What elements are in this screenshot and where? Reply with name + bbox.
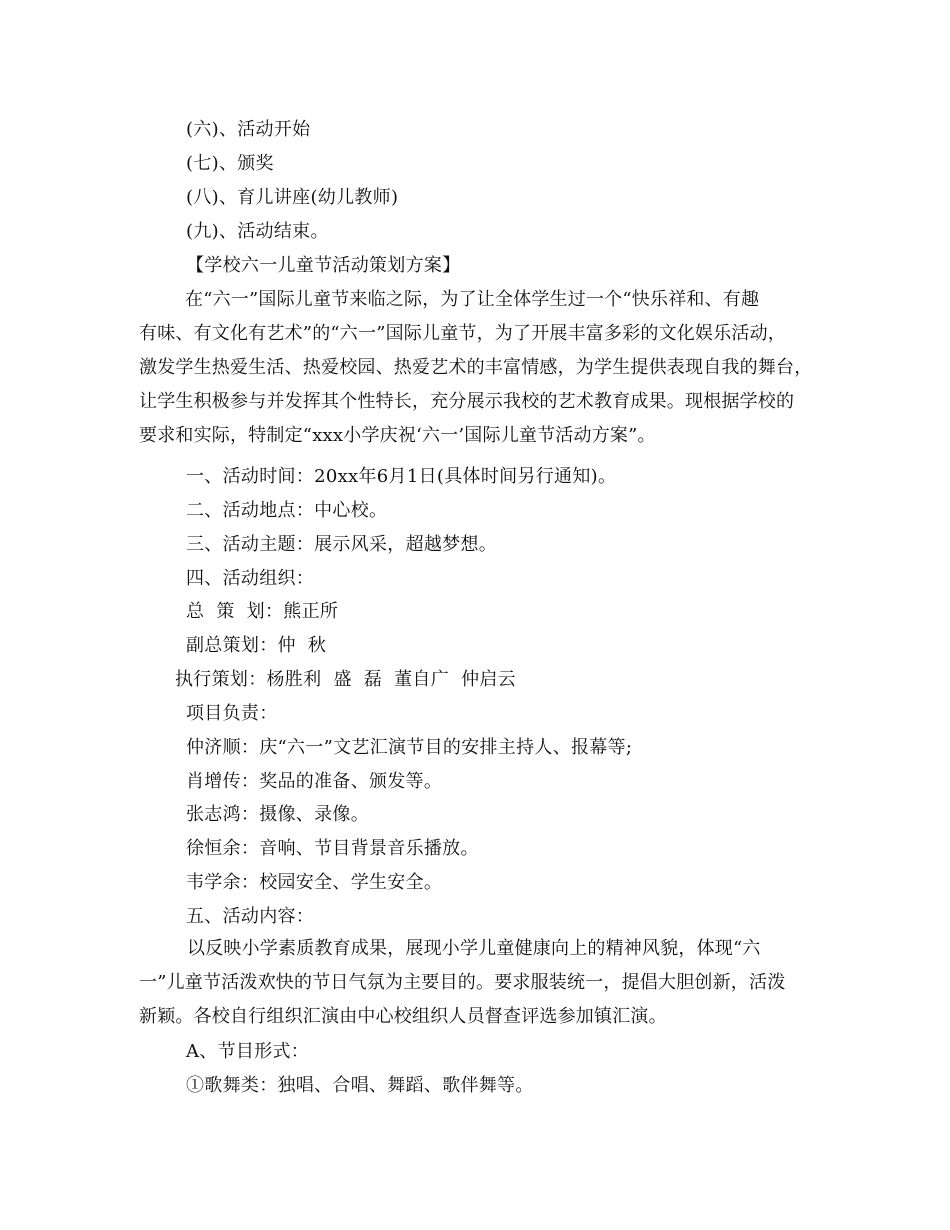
list-item-awards: (七)、颁奖	[186, 153, 274, 174]
activity-organization: 四、活动组织：	[186, 568, 315, 589]
list-item-parenting-lecture: (八)、育儿讲座(幼儿教师)	[186, 187, 399, 208]
executive-planners: 执行策划：杨胜利 盛 磊 董自广 仲启云	[175, 669, 516, 690]
intro-line: 要求和实际，特制定“xxx小学庆祝‘六一’国际儿童节活动方案”。	[139, 425, 656, 446]
program-form-label: A、节目形式：	[186, 1041, 310, 1062]
activity-content-label: 五、活动内容：	[186, 906, 315, 927]
intro-line: 在“六一”国际儿童节来临之际，为了让全体学生过一个“快乐祥和、有趣	[185, 289, 760, 310]
list-item-activity-start: (六)、活动开始	[186, 119, 311, 140]
intro-line: 让学生积极参与并发挥其个性特长，充分展示我校的艺术教育成果。现根据学校的	[139, 391, 795, 412]
content-paragraph	[139, 932, 815, 1034]
section-heading: 【学校六一儿童节活动策划方案】	[186, 255, 461, 276]
deputy-planner: 副总策划：仲 秋	[186, 635, 327, 656]
content-line: 新颖。各校自行组织汇演由中心校组织人员督查评选参加镇汇演。	[139, 1006, 667, 1027]
activity-theme: 三、活动主题：展示风采，超越梦想。	[186, 534, 498, 555]
program-form-item: ①歌舞类：独唱、合唱、舞蹈、歌伴舞等。	[186, 1075, 534, 1096]
project-lead-item: 徐恒余：音响、节目背景音乐播放。	[186, 838, 479, 859]
intro-paragraph	[139, 283, 815, 453]
activity-time: 一、活动时间：20xx年6月1日(具体时间另行通知)。	[186, 466, 617, 487]
project-lead-item: 仲济顺：庆“六一”文艺汇演节目的安排主持人、报幕等;	[186, 737, 633, 758]
chief-planner: 总 策 划：熊正所	[186, 601, 339, 622]
content-line: 一”儿童节活泼欢快的节日气氛为主要目的。要求服装统一，提倡大胆创新，活泼	[139, 972, 786, 993]
project-lead-item: 张志鸿：摄像、录像。	[186, 804, 369, 825]
list-item-activity-end: (九)、活动结束。	[186, 221, 329, 242]
project-lead-item: 肖增传：奖品的准备、颁发等。	[186, 771, 443, 792]
intro-line: 激发学生热爱生活、热爱校园、热爱艺术的丰富情感，为学生提供表现自我的舞台，	[139, 357, 813, 378]
intro-line: 有味、有文化有艺术”的“六一”国际儿童节，为了开展丰富多彩的文化娱乐活动，	[139, 323, 787, 344]
activity-place: 二、活动地点：中心校。	[186, 500, 388, 521]
project-lead-item: 韦学余：校园安全、学生安全。	[186, 872, 443, 893]
content-line: 以反映小学素质教育成果，展现小学儿童健康向上的精神风貌，体现“六	[187, 938, 761, 959]
project-leads-label: 项目负责：	[186, 703, 278, 724]
